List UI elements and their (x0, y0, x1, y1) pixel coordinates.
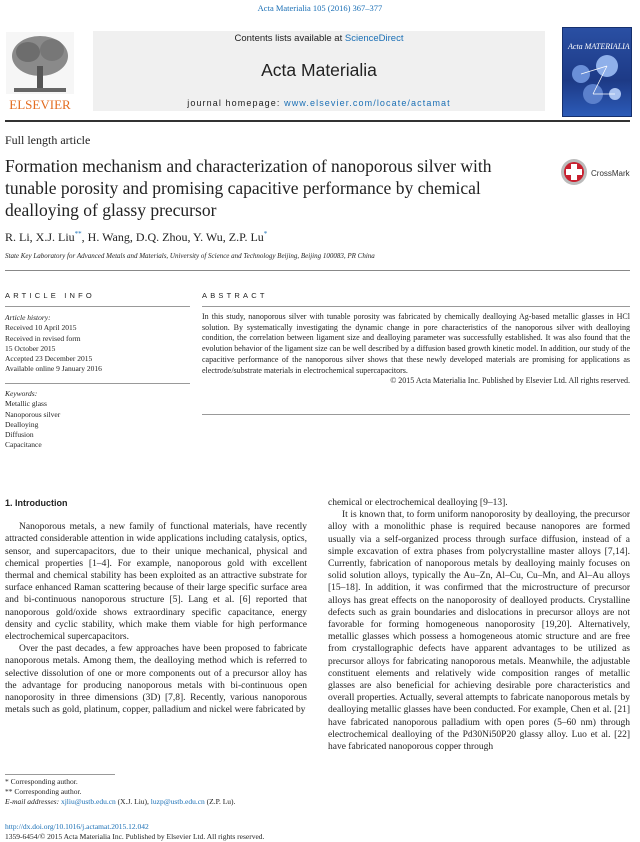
article-info-heading: ARTICLE INFO (5, 291, 95, 300)
journal-cover (562, 27, 632, 117)
author-list (5, 230, 267, 245)
authors-part-b: , H. Wang, D.Q. Zhou, Y. Wu, Z.P. Lu (81, 230, 264, 244)
contents-prefix: Contents lists available at (234, 33, 345, 44)
corresponding-mark-b[interactable]: * (263, 230, 268, 238)
article-history (5, 313, 190, 375)
history-label: Article history: (5, 313, 51, 322)
email-link[interactable]: luzp@ustb.edu.cn (150, 797, 205, 806)
footnote-emails (5, 797, 315, 807)
history-item: Received in revised form (5, 333, 81, 343)
keyword: Diffusion (5, 430, 34, 440)
article-type: Full length article (5, 133, 91, 147)
elsevier-wordmark: ELSEVIER (9, 97, 71, 112)
header-rule (5, 120, 630, 122)
body-column-left (5, 497, 307, 716)
divider (202, 306, 630, 307)
divider (5, 270, 630, 271)
issn-line: 1359-6454/© 2015 Acta Materialia Inc. Published by Elsevier Ltd. All rights reserved. (5, 832, 265, 841)
corresponding-mark-a[interactable]: ** (74, 230, 82, 238)
abstract-body (202, 312, 630, 387)
keyword: Capacitance (5, 440, 42, 450)
email-link[interactable]: xjliu@ustb.edu.cn (60, 797, 116, 806)
keywords-label: Keywords: (5, 389, 38, 398)
email-label: E-mail addresses: (5, 797, 61, 806)
crossmark-label[interactable]: CrossMark (591, 169, 630, 178)
footnotes (5, 777, 315, 807)
cover-title: Acta MATERIALIA (568, 42, 630, 51)
section-heading: 1. Introduction (5, 498, 68, 508)
sciencedirect-link[interactable]: ScienceDirect (344, 33, 404, 44)
body-paragraph: chemical or electrochemical dealloying [9–13]. (328, 498, 508, 508)
footnote-rule (5, 774, 115, 775)
body-paragraph: Over the past decades, a few approaches have been proposed to fabricate nanoporous metals. Among them, the dealloying method which is referred to selective dissolution of one or more components out of a precursor alloy has the advantage for producing nanoporous metals with bi-continuous open nanoporosity in three dimensions (3D) [7,8]. Recently, various nanoporous metals such as gold, platinum, copper, palladium and nickel were fabricated by (5, 644, 307, 716)
body-column-right (328, 497, 630, 753)
divider (202, 414, 630, 415)
keyword: Nanoporous silver (5, 409, 61, 419)
history-item: Received 10 April 2015 (5, 323, 77, 333)
keyword: Dealloying (5, 419, 39, 429)
doi-link[interactable]: http://dx.doi.org/10.1016/j.actamat.2015.12.042 (5, 822, 149, 831)
body-paragraph: Nanoporous metals, a new family of functional materials, have recently attracted considerable attention in wide applications including catalysis, optics, sensor, and supercapacitors, due to their unique mechanical, physical and chemical properties [1–4]. For example, nanoporous gold with excellent thermal and chemical stability has been exploited as an attractive substrate for surface enhanced Raman scattering because of their large specific surface area and bi-continuous nanoporous structure [5]. Lang et al. [6] reported that nanoporous gold/oxide shows extraordinary specific capacitance, energy density and cyclic stability, which make them viable for high performance electrochemical supercapacitors. (5, 522, 307, 643)
email-owner: (X.J. Liu), (115, 797, 151, 806)
keyword: Metallic glass (5, 399, 47, 409)
abstract-heading: ABSTRACT (202, 291, 268, 300)
authors-part-a: R. Li, X.J. Liu (5, 230, 75, 244)
history-item: 15 October 2015 (5, 343, 56, 353)
elsevier-logo (4, 30, 76, 114)
homepage-prefix: journal homepage: (187, 98, 285, 108)
history-item: Accepted 23 December 2015 (5, 354, 93, 364)
body-paragraph: It is known that, to form uniform nanoporosity by dealloying, the precursor alloy with a monolithic phase is required because nanopores are formed usually via a self-organized process through surface diffusion, instead of a simple excavation of extra phases from polycrystalline master alloys [7,14]. Currently, fabrication of nanoporous metals by dealloying mainly focuses on solid solution alloys, typically the Au–Zn, Al–Cu, Cu–Mn, and Al–Au alloys [15–18]. In addition, it was confirmed that the microstructure of precursor alloys has great effects on the nanoporosity of dealloyed products. Crystalline defects such as grain boundaries and dislocations in precursor alloys are not favorable for forming homogeneous nanoporosity [19,20]. Alternatively, metallic glasses which possess a homogeneous atomic structure and are free from crystallographic defects have apparent advantages to be utilized as precursor alloys for fabricating nanoporous metals. Meanwhile, the adjustable constituent elements and relatively wide composition ranges of metallic glasses are also beneficial for achieving desirable pore characteristics and overall properties. Actually, several attempts to fabricate nanoporous metals by dealloying metallic glasses have been conducted. For example, Chen et al. [21] have fabricated nanoporous palladium with open pores (5–60 nm) through electrochemical dealloying of the Pd30Ni50P20 glassy alloy. Luo et al. [22] have fabricated nanoporous copper through (328, 510, 630, 753)
keywords (5, 389, 190, 451)
abstract-paragraph: In this study, nanoporous silver with tunable porosity was fabricated by chemically dealloying Ag-based metallic glasses in HCl solution. By systematically investigating the dynamic change in pore characteristics of the nanoporous silver with dealloying condition, the correlation between ligament size and dealloying parameter was successfully established. It was also found that the evolution behavior of the ligament size can be well described by a diffusion based growth kinetic model. In addition, our study of the capacitive performance of the nanoporous silver shows that these newly developed materials are promising for applications as electrode/substrate materials in electrochemical supercapacitors. (202, 312, 630, 375)
affiliation: State Key Laboratory for Advanced Metals and Materials, University of Science and Technology Beijing, Beijing 100083, PR China (5, 252, 375, 260)
abstract-copyright: © 2015 Acta Materialia Inc. Published by Elsevier Ltd. All rights reserved. (390, 376, 630, 386)
email-owner: (Z.P. Lu). (204, 797, 236, 806)
divider (5, 383, 190, 384)
homepage-line (93, 98, 545, 108)
article-title: Formation mechanism and characterization of nanoporous silver with tunable porosity and promising capacitive performance by chemical dealloying of glassy precursor (5, 156, 492, 220)
journal-title: Acta Materialia (261, 60, 377, 80)
history-item: Available online 9 January 2016 (5, 364, 102, 374)
journal-reference[interactable]: Acta Materialia 105 (2016) 367–377 (257, 3, 383, 13)
divider (5, 306, 190, 307)
footnote: ** Corresponding author. (5, 787, 82, 796)
contents-line (93, 33, 545, 44)
homepage-link[interactable]: www.elsevier.com/locate/actamat (284, 98, 451, 108)
footnote: * Corresponding author. (5, 777, 78, 786)
